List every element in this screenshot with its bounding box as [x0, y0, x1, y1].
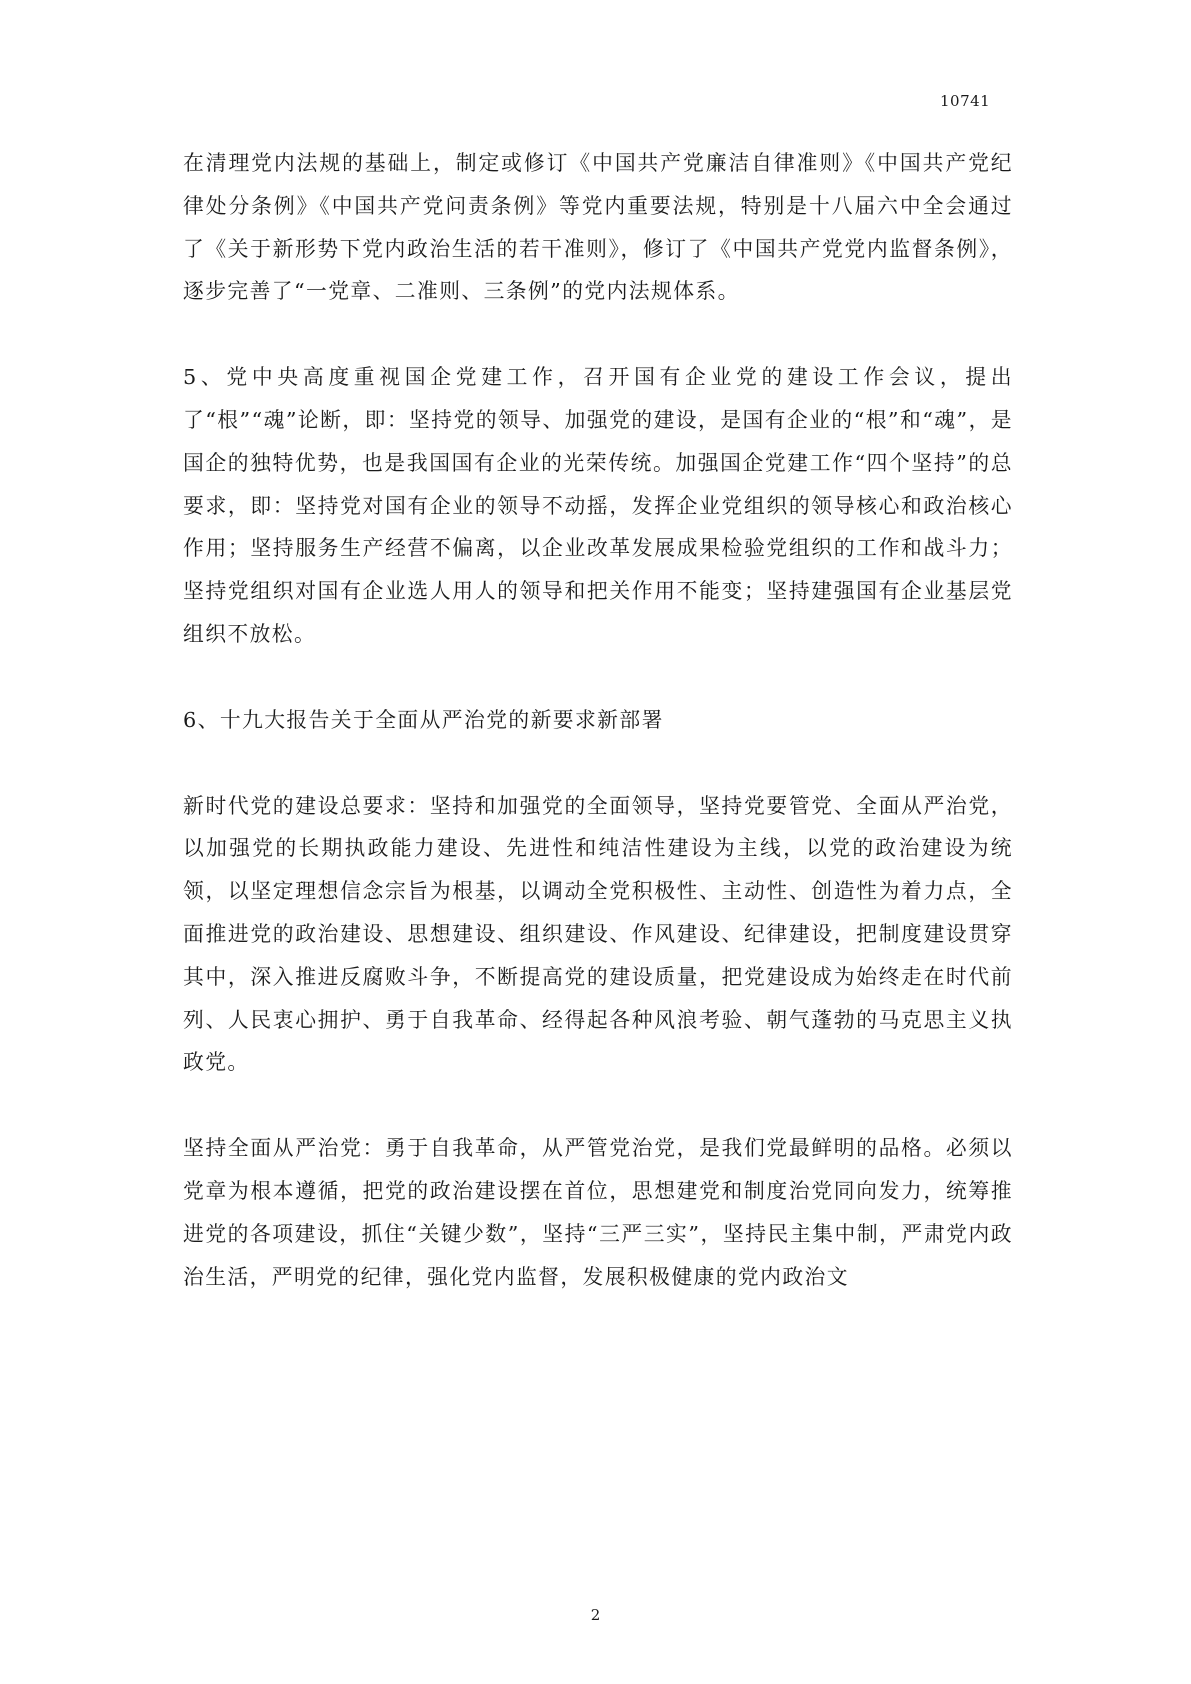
paragraph-new-era-requirements: 新时代党的建设总要求：坚持和加强党的全面领导，坚持党要管党、全面从严治党，以加强党的长期执政能力建设、先进性和纯洁性建设为主线，以党的政治建设为统领，以坚定理想信念宗旨为根基，以调动全党积极性、主动性、创造性为着力点，全面推进党的政治建设、思想建设、组织建设、作风建设、纪律建设，把制度建设贯穿其中，深入推进反腐败斗争，不断提高党的建设质量，把党建设成为始终走在时代前列、人民衷心拥护、勇于自我革命、经得起各种风浪考验、朝气蓬勃的马克思主义执政党。: [183, 793, 1013, 1075]
paragraph-strict-governance: 坚持全面从严治党：勇于自我革命，从严管党治党，是我们党最鲜明的品格。必须以党章为根本遵循，把党的政治建设摆在首位，思想建党和制度治党同向发力，统筹推进党的各项建设，抓住“关键少数”，坚持“三严三实”，坚持民主集中制，严肃党内政治生活，严明党的纪律，强化党内监督，发展积极健康的党内政治文: [183, 1136, 1013, 1289]
document-id: 10741: [940, 92, 991, 110]
document-body: [183, 142, 1013, 1298]
paragraph-item-5: 5、党中央高度重视国企党建工作，召开国有企业党的建设工作会议，提出了“根”“魂”论断，即：坚持党的领导、加强党的建设，是国有企业的“根”和“魂”，是国企的独特优势，也是我国国有企业的光荣传统。加强国企党建工作“四个坚持”的总要求，即：坚持党对国有企业的领导不动摇，发挥企业党组织的领导核心和政治核心作用；坚持服务生产经营不偏离，以企业改革发展成果检验党组织的工作和战斗力；坚持党组织对国有企业选人用人的领导和把关作用不能变；坚持建强国有企业基层党组织不放松。: [183, 365, 1013, 646]
paragraph-gap: [183, 656, 1013, 699]
paragraph-gap: [183, 313, 1013, 356]
paragraph-regulations: 在清理党内法规的基础上，制定或修订《中国共产党廉洁自律准则》《中国共产党纪律处分条例》《中国共产党问责条例》等党内重要法规，特别是十八届六中全会通过了《关于新形势下党内政治生活的若干准则》，修订了《中国共产党党内监督条例》，逐步完善了“一党章、二准则、三条例”的党内法规体系。: [183, 151, 1013, 304]
page-number: 2: [590, 1606, 601, 1624]
section-heading-item-6: 6、十九大报告关于全面从严治党的新要求新部署: [183, 707, 664, 732]
paragraph-gap: [183, 742, 1013, 785]
paragraph-gap: [183, 1084, 1013, 1127]
